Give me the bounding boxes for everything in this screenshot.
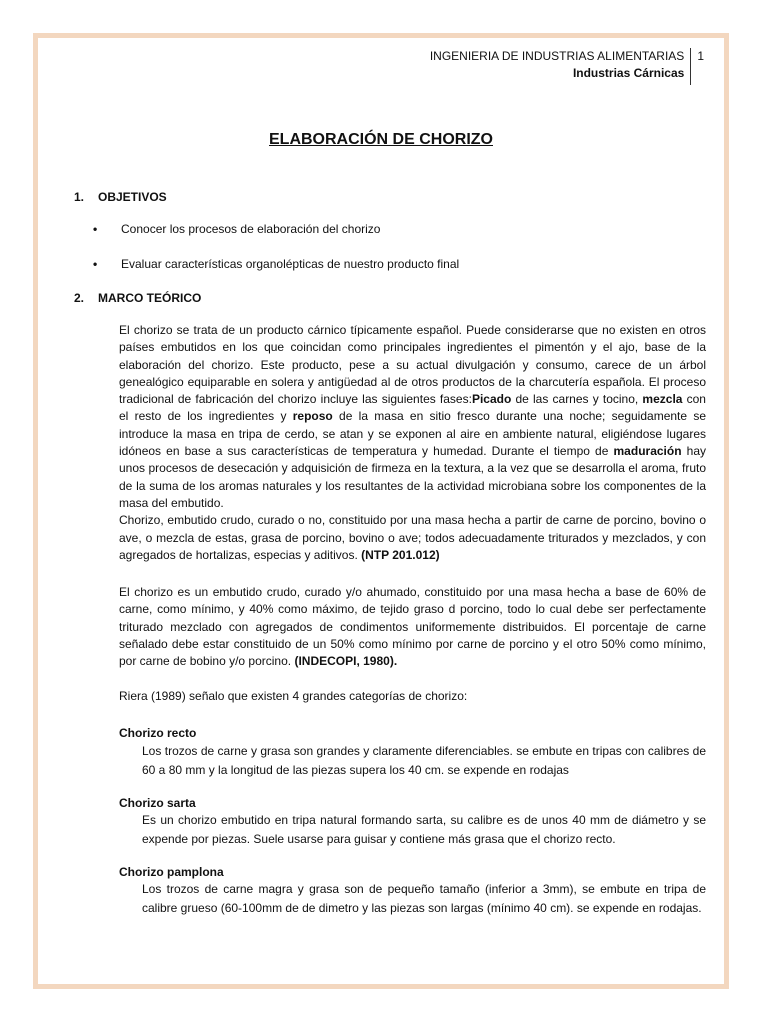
list-item-text: Evaluar características organolépticas de nuestro producto final xyxy=(121,257,460,271)
paragraph-text: El chorizo se trata de un producto cárnico típicamente español. Puede considerarse que no existen en otros países embutidos en los que coincidan como principales ingredientes el pimentón y el ajo, base de la elaboración del chorizo. Este producto, pese a su actual divulgación y consumo, carece de un árbol genealógico equiparable en solera y antigüedad al de otros productos de la charcutería española. El proceso tradicional de fabricación del chorizo incluye las siguientes fases: xyxy=(119,323,706,407)
paragraph-text: de la masa en sitio fresco durante una noche; seguidamente se introduce la masa en tripa de cerdo, se atan y se exponen al aire en ambiente natural, eligiéndose lugares idóneos en base a sus características de temperatura y humedad. Durante el tiempo de xyxy=(119,409,706,459)
section-heading-objetivos xyxy=(74,190,167,204)
header-text xyxy=(430,48,692,85)
page-header xyxy=(430,48,704,85)
bullet-icon: • xyxy=(93,222,98,236)
header-line-2: Industrias Cárnicas xyxy=(572,66,685,80)
paragraph-text: El chorizo es un embutido crudo, curado y/o ahumado, constituido por una masa hecha a base de 60% de carne, como mínimo, y 40% como máximo, de tejido graso d porcino, todo lo cual debe ser perfectamente triturado mezclado con agregados de condimentos uniformemente distribuidos. El porcentaje de carne señalado debe estar constituido de un 50% como mínimo por carne de porcino y el otro 50% como mínimo, por carne de bobino y/o porcino. xyxy=(119,585,706,669)
paragraph-text: con el resto de los ingredientes y xyxy=(119,392,706,424)
bold-term: reposo xyxy=(292,409,333,424)
section-label: MARCO TEÓRICO xyxy=(98,291,202,305)
bold-term: Picado xyxy=(471,392,512,407)
bullet-icon: • xyxy=(93,257,98,271)
section-label: OBJETIVOS xyxy=(98,190,167,204)
paragraph-1 xyxy=(119,322,706,564)
section-number: 1. xyxy=(74,190,85,204)
bold-term: mezcla xyxy=(642,392,683,407)
list-item xyxy=(93,257,459,271)
list-item xyxy=(93,222,380,236)
document-title: ELABORACIÓN DE CHORIZO xyxy=(269,131,493,148)
page-content xyxy=(38,38,724,984)
page-number: 1 xyxy=(697,49,704,63)
category-text: Los trozos de carne magra y grasa son de pequeño tamaño (inferior a 3mm), se embute en tripa de calibre grueso (60-100mm de de dimetro y las piezas son largas (mínimo 40 cm). se expende en rodajas. xyxy=(142,882,706,915)
category-text: Es un chorizo embutido en tripa natural formando sarta, su calibre es de unos 40 mm de diámetro y se expende por piezas. Suele usarse para guisar y contiene más grasa que el chorizo recto. xyxy=(142,813,706,846)
paragraph-text: hay unos procesos de desecación y adquisición de firmeza en la textura, a la vez que se desarrolla el aroma, fruto de la suma de los aromas naturales y los resultantes de la actividad microbiana sobre los componentes de la masa del embutido. xyxy=(119,444,706,510)
category-text: Los trozos de carne y grasa son grandes y claramente diferenciables. se embute en tripas con calibres de 60 a 80 mm y la longitud de las piezas supera los 40 cm. se expende en rodajas xyxy=(142,744,706,777)
document-page xyxy=(33,33,729,989)
header-line-1: INGENIERIA DE INDUSTRIAS ALIMENTARIAS xyxy=(429,49,685,63)
citation: (INDECOPI, 1980). xyxy=(294,654,398,669)
section-number: 2. xyxy=(74,291,85,305)
citation: (NTP 201.012) xyxy=(361,547,440,562)
category-heading: Chorizo sarta xyxy=(119,796,196,810)
paragraph-text: de las carnes y tocino, xyxy=(511,392,643,407)
paragraph-3: Riera (1989) señalo que existen 4 grandes categorías de chorizo: xyxy=(119,689,468,703)
category-heading: Chorizo pamplona xyxy=(119,865,224,879)
section-heading-marco xyxy=(74,291,201,305)
bold-term: maduración xyxy=(613,444,682,459)
list-item-text: Conocer los procesos de elaboración del chorizo xyxy=(121,222,381,236)
paragraph-text: Chorizo, embutido crudo, curado o no, constituido por una masa hecha a partir de carne de porcino, bovino o ave, o mezcla de estas, grasa de porcino, bovino o ave; todos adecuadamente triturados y mezclados, y con agregados de hortalizas, especias y aditivos. xyxy=(119,513,706,562)
category-heading: Chorizo recto xyxy=(119,726,197,740)
paragraph-2 xyxy=(119,584,706,670)
